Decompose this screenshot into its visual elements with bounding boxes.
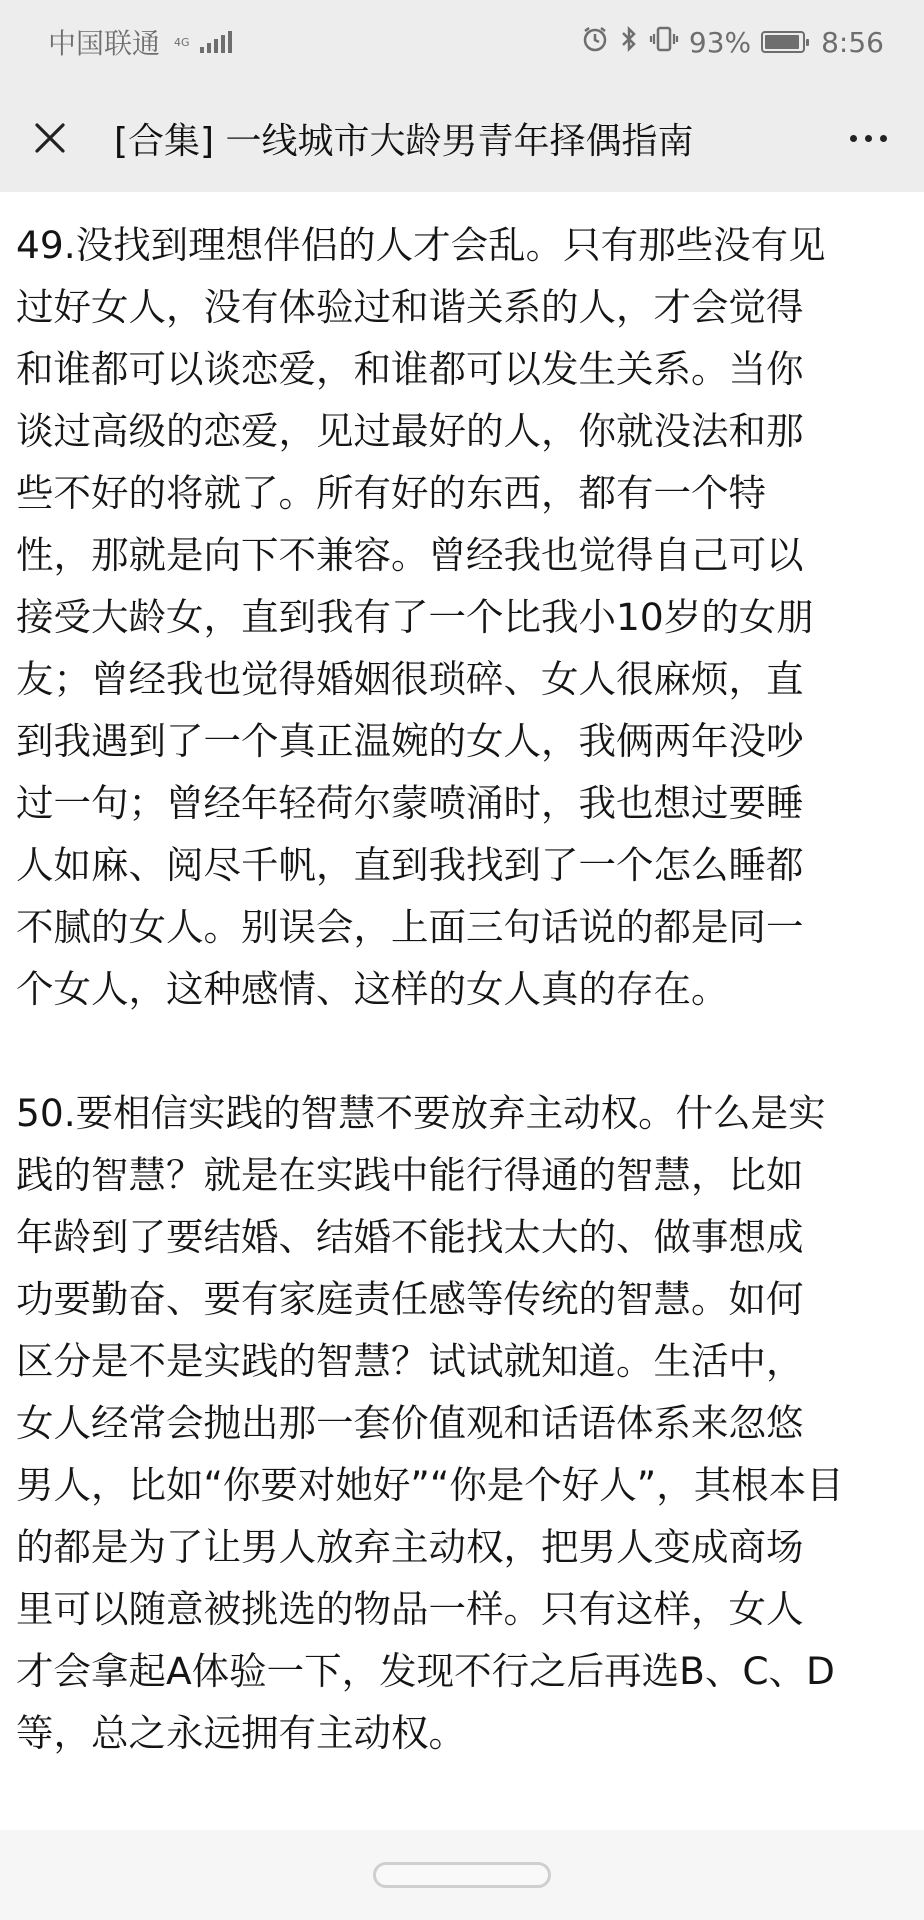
paragraph-49-line: 不腻的女人。别误会，上面三句话说的都是同一	[16, 905, 804, 949]
paragraph-49-line: 到我遇到了一个真正温婉的女人，我俩两年没吵	[16, 719, 804, 763]
paragraph-49-line: 人如麻、阅尽千帆，直到我找到了一个怎么睡都	[16, 843, 804, 887]
status-left	[48, 22, 232, 62]
status-right	[581, 25, 884, 60]
paragraph-50-line: 区分是不是实践的智慧？试试就知道。生活中，	[16, 1339, 804, 1383]
paragraph-49	[16, 214, 916, 1020]
paragraph-50	[16, 1082, 916, 1764]
paragraph-50-line: 50.要相信实践的智慧不要放弃主动权。什么是实	[16, 1091, 826, 1135]
title-bar	[0, 84, 924, 192]
paragraph-49-line: 和谁都可以谈恋爱，和谁都可以发生关系。当你	[16, 347, 804, 391]
bluetooth-icon	[619, 25, 639, 60]
paragraph-49-line: 过一句；曾经年轻荷尔蒙喷涌时，我也想过要睡	[16, 781, 804, 825]
paragraph-49-line: 性，那就是向下不兼容。曾经我也觉得自己可以	[16, 533, 804, 577]
network-type-text: 4G	[174, 35, 190, 49]
alarm-icon	[581, 25, 609, 60]
paragraph-50-line: 功要勤奋、要有家庭责任感等传统的智慧。如何	[16, 1277, 804, 1321]
vibrate-icon	[649, 25, 679, 60]
paragraph-49-line: 些不好的将就了。所有好的东西，都有一个特	[16, 471, 766, 515]
paragraph-49-line: 过好女人，没有体验过和谐关系的人，才会觉得	[16, 285, 804, 329]
bottom-bar	[0, 1830, 924, 1920]
paragraph-49-line: 个女人，这种感情、这样的女人真的存在。	[16, 967, 729, 1011]
paragraph-50-line: 里可以随意被挑选的物品一样。只有这样，女人	[16, 1587, 804, 1631]
paragraph-50-line: 等，总之永远拥有主动权。	[16, 1711, 466, 1755]
status-bar	[0, 0, 924, 84]
paragraph-49-line: 谈过高级的恋爱，见过最好的人，你就没法和那	[16, 409, 804, 453]
paragraph-49-line: 友；曾经我也觉得婚姻很琐碎、女人很麻烦，直	[16, 657, 804, 701]
battery-icon	[761, 31, 805, 53]
paragraph-50-line: 才会拿起A体验一下，发现不行之后再选B、C、D	[16, 1649, 835, 1693]
article-body	[16, 214, 916, 1764]
close-button[interactable]	[26, 114, 74, 162]
battery-percent-label: 93%	[688, 25, 752, 59]
paragraph-50-line: 女人经常会抛出那一套价值观和话语体系来忽悠	[16, 1401, 804, 1445]
battery-level-fill	[765, 35, 798, 49]
clock-label: 8:56	[821, 25, 884, 59]
network-type-label	[174, 37, 190, 48]
paragraph-50-line: 的都是为了让男人放弃主动权，把男人变成商场	[16, 1525, 804, 1569]
paragraph-49-line: 接受大龄女，直到我有了一个比我小10岁的女朋	[16, 595, 814, 639]
page-title: [合集] 一线城市大龄男青年择偶指南	[114, 120, 694, 162]
paragraph-50-line: 年龄到了要结婚、结婚不能找太大的、做事想成	[16, 1215, 804, 1259]
more-button[interactable]	[838, 114, 898, 162]
paragraph-50-line: 男人，比如“你要对她好”“你是个好人”，其根本目	[16, 1463, 844, 1507]
more-icon	[850, 135, 887, 142]
paragraph-50-line: 践的智慧？就是在实践中能行得通的智慧，比如	[16, 1153, 804, 1197]
home-indicator[interactable]	[373, 1862, 551, 1888]
signal-icon	[200, 31, 232, 53]
paragraph-49-line: 49.没找到理想伴侣的人才会乱。只有那些没有见	[16, 223, 826, 267]
close-icon	[32, 120, 68, 156]
carrier-label: 中国联通	[48, 27, 161, 60]
